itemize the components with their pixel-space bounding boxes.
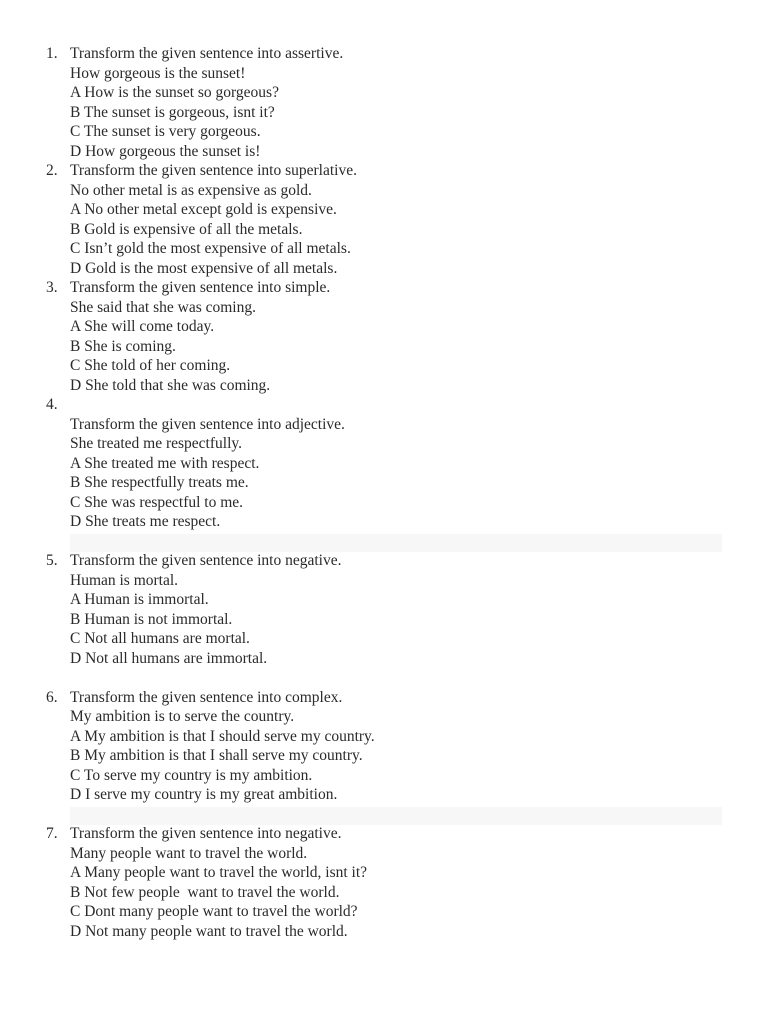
question-prompt: Transform the given sentence into complex. [70, 688, 343, 706]
option-a: A Human is immortal. [70, 591, 209, 608]
question-prompt: Transform the given sentence into assertive. [70, 45, 344, 62]
option-c: C She was respectful to me. [70, 493, 244, 511]
option-a: A Many people want to travel the world, isnt it? [70, 864, 368, 881]
option-a: A She will come today. [70, 318, 215, 335]
option-b: B The sunset is gorgeous, isnt it? [70, 103, 275, 121]
option-c: C Not all humans are mortal. [70, 630, 250, 647]
option-b: B Not few people want to travel the world. [70, 883, 340, 901]
spacer [0, 532, 768, 552]
question-sentence: She said that she was coming. [70, 298, 256, 316]
spacer [0, 668, 768, 688]
option-c: C To serve my country is my ambition. [70, 766, 313, 784]
question-sentence: My ambition is to serve the country. [70, 708, 295, 725]
question-number: 3. [46, 279, 58, 296]
question-prompt: Transform the given sentence into superlative. [70, 162, 357, 179]
question-number: 2. [46, 162, 58, 179]
option-d: D She treats me respect. [70, 513, 221, 530]
question-sentence: How gorgeous is the sunset! [70, 64, 246, 82]
question-number: 1. [46, 45, 58, 62]
question-prompt: Transform the given sentence into adjective. [70, 415, 345, 433]
question-number: 7. [46, 825, 58, 842]
question-2 [0, 161, 768, 278]
option-d: D Gold is the most expensive of all metals. [70, 259, 338, 277]
question-7 [0, 824, 768, 941]
option-a: A How is the sunset so gorgeous? [70, 84, 279, 101]
option-c: C The sunset is very gorgeous. [70, 123, 261, 140]
question-sentence: She treated me respectfully. [70, 435, 243, 452]
option-a: A She treated me with respect. [70, 454, 260, 472]
question-number: 5. [46, 552, 58, 569]
option-d: D She told that she was coming. [70, 376, 271, 394]
question-6 [0, 688, 768, 805]
option-d: D Not all humans are immortal. [70, 649, 268, 667]
option-c: C Dont many people want to travel the world? [70, 903, 358, 920]
option-a: A My ambition is that I should serve my country. [70, 727, 375, 745]
question-3 [0, 278, 768, 395]
question-4 [0, 395, 768, 532]
question-sentence: Many people want to travel the world. [70, 844, 308, 862]
option-b: B My ambition is that I shall serve my country. [70, 747, 363, 764]
question-sentence: Human is mortal. [70, 571, 179, 589]
option-b: B She is coming. [70, 337, 176, 355]
option-d: D I serve my country is my great ambition. [70, 786, 338, 803]
option-c: C She told of her coming. [70, 357, 231, 374]
option-d: D Not many people want to travel the world. [70, 922, 348, 940]
option-b: B Human is not immortal. [70, 610, 233, 628]
question-1 [0, 44, 768, 161]
question-sentence: No other metal is as expensive as gold. [70, 181, 312, 199]
option-a: A No other metal except gold is expensive. [70, 201, 337, 218]
question-list [0, 44, 768, 941]
question-prompt: Transform the given sentence into negative. [70, 825, 342, 842]
spacer [0, 805, 768, 825]
question-number: 4. [46, 396, 58, 413]
option-c: C Isn’t gold the most expensive of all metals. [70, 240, 351, 257]
question-prompt: Transform the given sentence into negative. [70, 552, 342, 569]
question-prompt: Transform the given sentence into simple. [70, 279, 331, 296]
option-b: B Gold is expensive of all the metals. [70, 220, 303, 238]
option-d: D How gorgeous the sunset is! [70, 142, 261, 160]
option-b: B She respectfully treats me. [70, 474, 249, 491]
question-number: 6. [46, 688, 58, 706]
question-5 [0, 551, 768, 668]
